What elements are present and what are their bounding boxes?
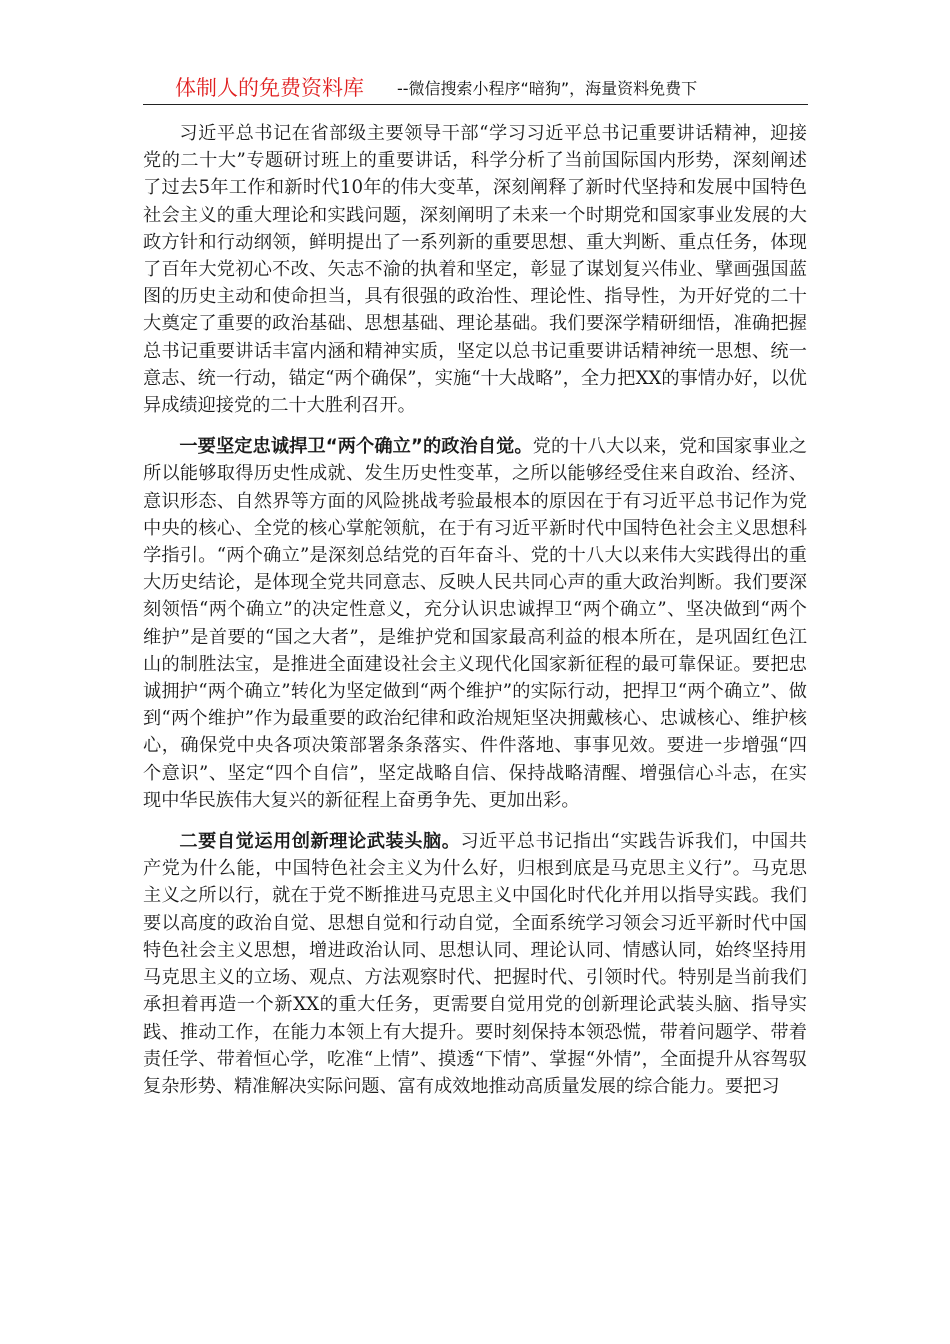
paragraph-text: 习近平总书记在省部级主要领导干部“学习习近平总书记重要讲话精神，迎接党的二十大”专题研讨班上的重要讲话，科学分析了当前国际国内形势，深刻阐述了过去5年工作和新时代10年的伟大变革，深刻阐释了新时代坚持和发展中国特色社会主义的重大理论和实践问题，深刻阐明了未来一个时期党和国家事业发展的大政方针和行动纲领，鲜明提出了一系列新的重要思想、重大判断、重点任务，体现了百年大党初心不改、矢志不渝的执着和坚定，彰显了谋划复兴伟业、擘画强国蓝图的历史主动和使命担当，具有很强的政治性、理论性、指导性，为开好党的二十大奠定了重要的政治基础、思想基础、理论基础。我们要深学精研细悟，准确把握总书记重要讲话丰富内涵和精神实质，坚定以总书记重要讲话精神统一思想、统一意志、统一行动，锚定“两个确保”，实施“十大战略”，全力把XX的事情办好，以优异成绩迎接党的二十大胜利召开。 <box>143 123 807 417</box>
paragraph-lead: 二要自觉运用创新理论武装头脑。 <box>179 831 461 853</box>
page-header <box>143 70 808 105</box>
paragraph-point-one <box>143 433 807 814</box>
paragraph-text: 党的十八大以来，党和国家事业之所以能够取得历史性成就、发生历史性变革，之所以能够经受住来自政治、经济、意识形态、自然界等方面的风险挑战考验最根本的原因在于有习近平总书记作为党中央的核心、全党的核心掌舵领航，在于有习近平新时代中国特色社会主义思想科学指引。“两个确立”是深刻总结党的百年奋斗、党的十八大以来伟大实践得出的重大历史结论，是体现全党共同意志、反映人民共同心声的重大政治判断。我们要深刻领悟“两个确立”的决定性意义，充分认识忠诚捍卫“两个确立”、坚决做到“两个维护”是首要的“国之大者”，是维护党和国家最高利益的根本所在，是巩固红色江山的制胜法宝，是推进全面建设社会主义现代化国家新征程的最可靠保证。要把忠诚拥护“两个确立”转化为坚定做到“两个维护”的实际行动，把捍卫“两个确立”、做到“两个维护”作为最重要的政治纪律和政治规矩坚决拥戴核心、忠诚核心、维护核心，确保党中央各项决策部署条条落实、件件落地、事事见效。要进一步增强“四个意识”、坚定“四个自信”，坚定战略自信、保持战略清醒、增强信心斗志，在实现中华民族伟大复兴的新征程上奋勇争先、更加出彩。 <box>143 436 807 811</box>
paragraph-intro <box>143 120 807 419</box>
paragraph-point-two <box>143 828 807 1100</box>
header-title: 体制人的免费资料库 <box>175 76 364 100</box>
paragraph-text: 习近平总书记指出“实践告诉我们，中国共产党为什么能，中国特色社会主义为什么好，归根到底是马克思主义行”。马克思主义之所以行，就在于党不断推进马克思主义中国化时代化并用以指导实践。我们要以高度的政治自觉、思想自觉和行动自觉，全面系统学习领会习近平新时代中国特色社会主义思想，增进政治认同、思想认同、理论认同、情感认同，始终坚持用马克思主义的立场、观点、方法观察时代、把握时代、引领时代。特别是当前我们承担着再造一个新XX的重大任务，更需要自觉用党的创新理论武装头脑、指导实践、推动工作，在能力本领上有大提升。要时刻保持本领恐慌，带着问题学、带着责任学、带着恒心学，吃准“上情”、摸透“下情”、掌握“外情”，全面提升从容驾驭复杂形势、精准解决实际问题、富有成效地推动高质量发展的综合能力。要把习 <box>143 831 807 1097</box>
paragraph-lead: 一要坚定忠诚捍卫“两个确立”的政治自觉。 <box>179 436 533 458</box>
document-body <box>143 120 807 1114</box>
header-subtitle: --微信搜索小程序“暗狗”，海量资料免费下 <box>397 79 698 98</box>
